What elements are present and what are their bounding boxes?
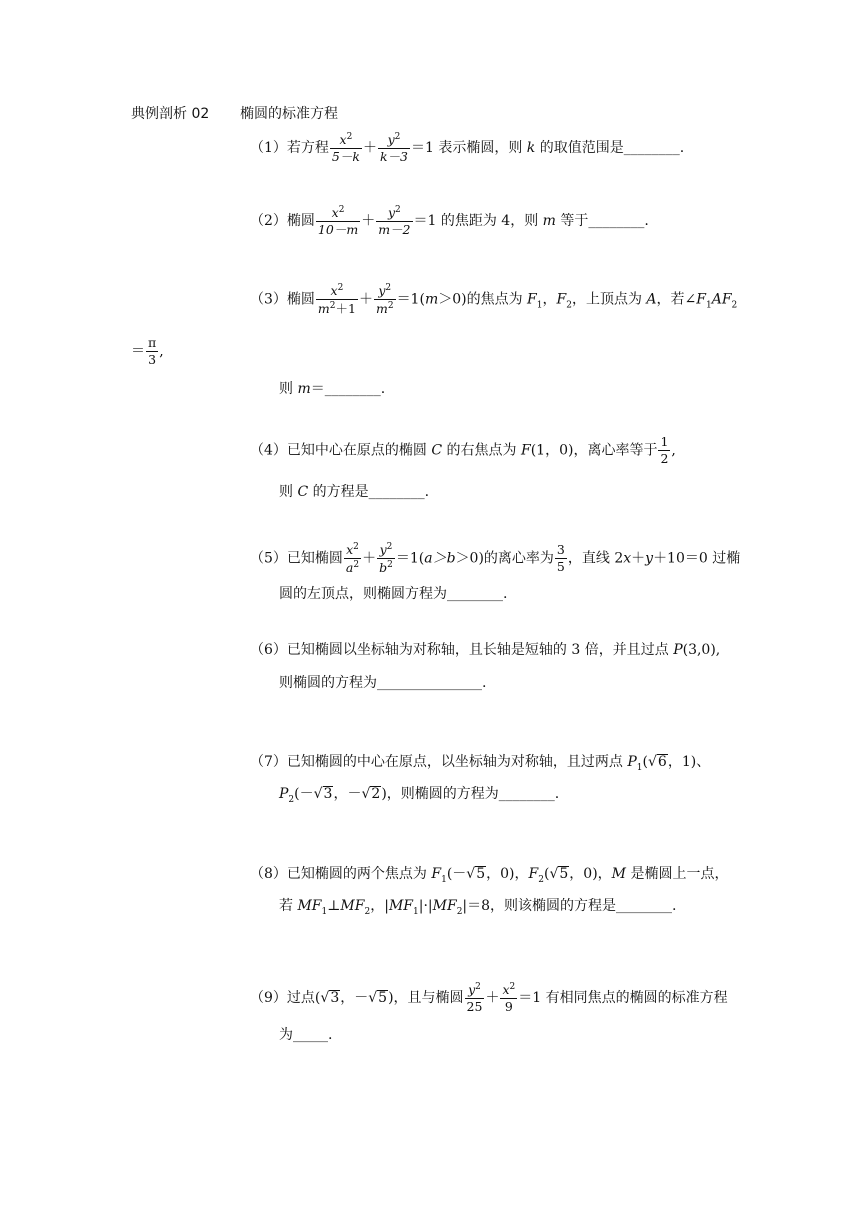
question-4-line2: 则 C 的方程是________. [279, 484, 430, 500]
fraction: $\frac{x^2}{a^2}$ [345, 542, 360, 575]
fraction: $\frac{y^2}{25}$ [466, 982, 483, 1014]
question-5-line2: 圆的左顶点，则椭圆方程为________. [279, 586, 508, 602]
fraction: $\frac{y^2}{m-2}$ [378, 205, 411, 237]
sqrt-icon: √5 [466, 866, 486, 882]
fraction: $\frac{x^2}{5-k}$ [331, 132, 360, 164]
sqrt-icon: √5 [549, 866, 569, 882]
question-1: （1）若方程 $\frac{x^2}{5-k}$ ＋ $\frac{y^2}{k-3}$ ＝1 表示椭圆，则 k 的取值范围是________. [250, 132, 685, 164]
question-8-line2: 若 $MF_1\perp MF_2$，$|MF_1|\cdot|MF_2|=8$，则该椭圆的方程是________. [279, 898, 677, 917]
fraction: $\frac{y^2}{m^2}$ [375, 283, 394, 316]
fraction: $\frac{x^2}{10-m}$ [317, 205, 359, 237]
sqrt-icon: √6 [648, 754, 667, 770]
question-8: （8）已知椭圆的两个焦点为 $F_1(-√5$，0)，$F_2(√5$，0)，M 是椭圆上一点， [250, 866, 729, 885]
question-6-line2: 则椭圆的方程为_______________. [279, 675, 487, 691]
fraction: $\frac{1}{2}$ [660, 434, 669, 466]
question-2: （2）椭圆 $\frac{x^2}{10-m}$ ＋ $\frac{y^2}{m-2}$ ＝1 的焦距为 4，则 m 等于________. [250, 205, 649, 237]
fraction: $\frac{x^2}{9}$ [502, 982, 516, 1014]
question-4: （4）已知中心在原点的椭圆 C 的右焦点为 F(1，0)，离心率等于 $\frac{1}{2}$ , [250, 434, 676, 466]
fraction: $\frac{y^2}{k-3}$ [379, 132, 408, 164]
fraction: $\frac{y^2}{b^2}$ [379, 542, 393, 575]
question-3-answer: 则 m＝________. [279, 381, 386, 397]
sqrt-icon: √5 [368, 990, 388, 1007]
question-3-cont: ＝ $\frac{\pi}{3}$ , [131, 335, 164, 367]
question-7-line2: $P_2(-√3$，－√2)，则椭圆的方程为________. [279, 786, 560, 805]
question-9: （9）过点(√3，－√5)，且与椭圆 $\frac{y^2}{25}$ ＋ $\frac{x^2}{9}$ ＝1 有相同焦点的椭圆的标准方程 [250, 982, 728, 1014]
question-6: （6）已知椭圆以坐标轴为对称轴，且长轴是短轴的 3 倍，并且过点 P(3,0), [250, 642, 721, 658]
sqrt-icon: √3 [313, 786, 333, 802]
sqrt-icon: √2 [361, 786, 381, 802]
question-3: （3）椭圆 $\frac{x^2}{m^2+1}$ ＋ $\frac{y^2}{m^2}$ ＝1(m＞0)的焦点为 $F_1$，$F_2$，上顶点为 A，若$\angle F_1AF_2$ [250, 283, 738, 316]
fraction: $\frac{x^2}{m^2+1}$ [317, 283, 356, 316]
section-title: 椭圆的标准方程 [240, 106, 338, 122]
section-label: 典例剖析 02 [131, 106, 210, 122]
question-9-line2: 为_____. [279, 1027, 333, 1043]
sqrt-icon: √3 [320, 990, 340, 1007]
fraction: $\frac{3}{5}$ [556, 542, 565, 574]
question-7: （7）已知椭圆的中心在原点，以坐标轴为对称轴，且过两点 $P_1(√6$，1)、 [250, 754, 711, 773]
question-5: （5）已知椭圆 $\frac{x^2}{a^2}$ ＋ $\frac{y^2}{b^2}$ ＝1(a＞b＞0)的离心率为 $\frac{3}{5}$ ，直线 2x＋y＋10＝0 过椭 [250, 542, 741, 575]
fraction: $\frac{\pi}{3}$ [148, 335, 157, 367]
